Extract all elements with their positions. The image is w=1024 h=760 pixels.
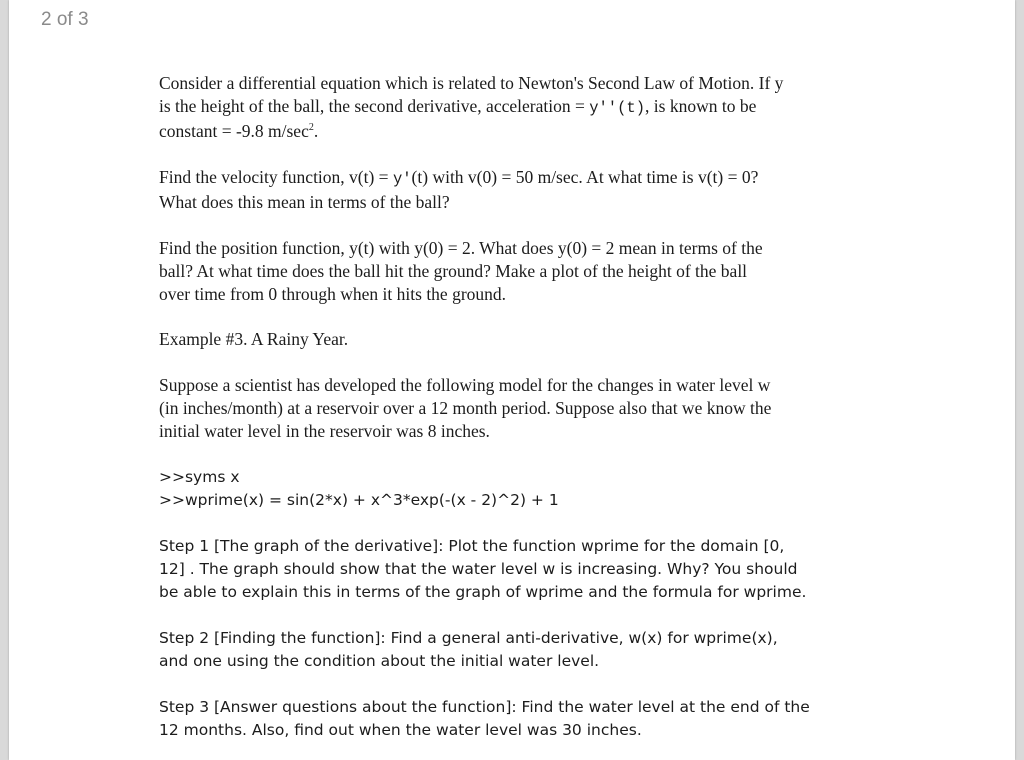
code-inline: y' bbox=[392, 170, 412, 188]
text-line: Consider a differential equation which is related to Newton's Second Law of Motion. If y bbox=[159, 73, 784, 93]
document-content bbox=[159, 72, 879, 742]
document-page bbox=[9, 0, 1015, 760]
text-line: Example #3. A Rainy Year. bbox=[159, 329, 349, 349]
text-line: Suppose a scientist has developed the following model for the changes in water level w bbox=[159, 375, 771, 395]
paragraph-velocity bbox=[159, 166, 879, 214]
text-line: over time from 0 through when it hits the ground. bbox=[159, 284, 507, 304]
text-line: be able to explain this in terms of the graph of wprime and the formula for wprime. bbox=[159, 583, 807, 601]
text-span: Find the velocity function, v(t) = bbox=[159, 167, 393, 187]
text-line: What does this mean in terms of the ball? bbox=[159, 192, 450, 212]
paragraph-position bbox=[159, 237, 879, 306]
step-1 bbox=[159, 535, 879, 604]
example-heading bbox=[159, 328, 879, 351]
step-2 bbox=[159, 627, 879, 673]
text-line: 12 months. Also, find out when the water level was 30 inches. bbox=[159, 721, 642, 739]
paragraph-scientist-model bbox=[159, 374, 879, 443]
page-indicator: 2 of 3 bbox=[41, 9, 89, 30]
code-block bbox=[159, 466, 879, 512]
paragraph-newton-intro bbox=[159, 72, 879, 143]
text-line: (in inches/month) at a reservoir over a 12 month period. Suppose also that we know the bbox=[159, 398, 772, 418]
text-span: , is known to be bbox=[645, 96, 757, 116]
step-3 bbox=[159, 696, 879, 742]
text-line: Step 1 [The graph of the derivative]: Plot the function wprime for the domain [0, bbox=[159, 537, 785, 555]
text-span: (t) with v(0) = 50 m/sec. At what time is v(t) = 0? bbox=[411, 167, 759, 187]
text-line: ball? At what time does the ball hit the ground? Make a plot of the height of the ball bbox=[159, 261, 748, 281]
text-line: Step 3 [Answer questions about the function]: Find the water level at the end of the bbox=[159, 698, 810, 716]
text-line bbox=[159, 166, 879, 191]
text-line bbox=[159, 95, 879, 120]
text-line: initial water level in the reservoir was 8 inches. bbox=[159, 421, 490, 441]
text-line: Find the position function, y(t) with y(0) = 2. What does y(0) = 2 mean in terms of the bbox=[159, 238, 763, 258]
code-line: >>wprime(x) = sin(2*x) + x^3*exp(-(x - 2)^2) + 1 bbox=[159, 491, 559, 509]
text-line: and one using the condition about the initial water level. bbox=[159, 652, 600, 670]
code-inline: y''(t) bbox=[589, 99, 646, 117]
text-line: Step 2 [Finding the function]: Find a general anti-derivative, w(x) for wprime(x), bbox=[159, 629, 778, 647]
text-span: constant = -9.8 m/sec bbox=[159, 121, 309, 141]
superscript: 2 bbox=[308, 122, 314, 134]
text-span: is the height of the ball, the second derivative, acceleration = bbox=[159, 96, 590, 116]
text-line: 12] . The graph should show that the water level w is increasing. Why? You should bbox=[159, 560, 798, 578]
code-line: >>syms x bbox=[159, 468, 240, 486]
text-span: . bbox=[313, 121, 319, 141]
text-line bbox=[159, 120, 879, 143]
